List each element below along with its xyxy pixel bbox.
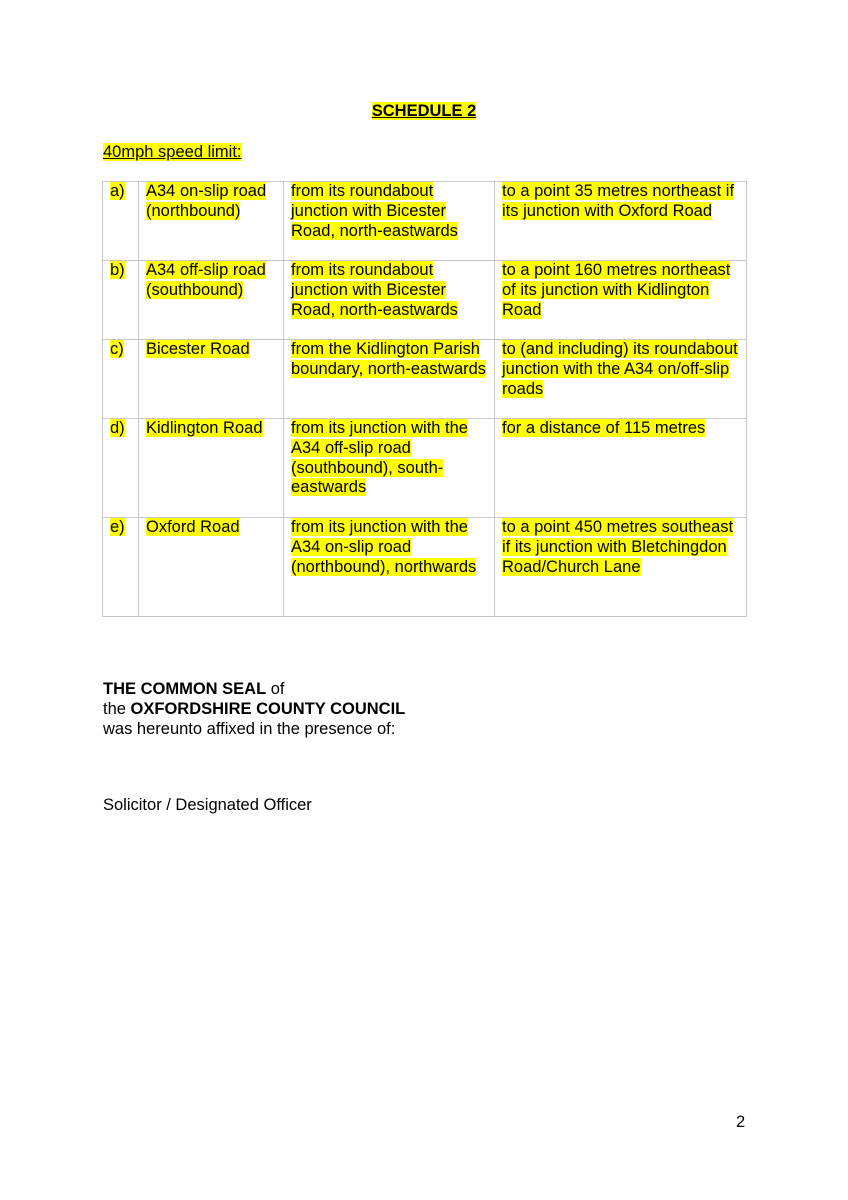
table-row (103, 182, 747, 261)
from-description: from its junction with the A34 on-slip road (northbound), northwards (284, 518, 495, 617)
road-name: Bicester Road (139, 340, 284, 419)
common-seal-text: THE COMMON SEAL (103, 680, 267, 698)
seal-line-2 (103, 699, 405, 719)
from-description: from its roundabout junction with Bicester Road, north-eastwards (284, 182, 495, 261)
seal-line-3: was hereunto affixed in the presence of: (103, 720, 396, 738)
seal-line-2-prefix: the (103, 700, 131, 718)
row-label: a) (103, 182, 139, 261)
signatory-title: Solicitor / Designated Officer (103, 796, 312, 814)
road-name: Oxford Road (139, 518, 284, 617)
to-description: to (and including) its roundabout junction with the A34 on/off-slip roads (495, 340, 747, 419)
speed-limit-heading: 40mph speed limit: (103, 143, 242, 161)
row-label: b) (103, 261, 139, 340)
schedule-table (102, 181, 747, 617)
road-name: A34 on-slip road (northbound) (139, 182, 284, 261)
from-description: from its roundabout junction with Bicester Road, north-eastwards (284, 261, 495, 340)
table-row (103, 419, 747, 518)
road-name: Kidlington Road (139, 419, 284, 518)
to-description: for a distance of 115 metres (495, 419, 747, 518)
seal-line-1 (103, 679, 285, 699)
schedule-title: SCHEDULE 2 (371, 102, 477, 120)
to-description: to a point 35 metres northeast if its junction with Oxford Road (495, 182, 747, 261)
to-description: to a point 450 metres southeast if its junction with Bletchingdon Road/Church Lane (495, 518, 747, 617)
row-label: d) (103, 419, 139, 518)
to-description: to a point 160 metres northeast of its junction with Kidlington Road (495, 261, 747, 340)
from-description: from the Kidlington Parish boundary, north-eastwards (284, 340, 495, 419)
row-label: e) (103, 518, 139, 617)
seal-line-1-rest: of (266, 680, 285, 698)
from-description: from its junction with the A34 off-slip road (southbound), south-eastwards (284, 419, 495, 518)
row-label: c) (103, 340, 139, 419)
road-name: A34 off-slip road (southbound) (139, 261, 284, 340)
table-row (103, 261, 747, 340)
council-name: OXFORDSHIRE COUNTY COUNCIL (130, 700, 406, 718)
page-number: 2 (736, 1113, 746, 1131)
table-row (103, 518, 747, 617)
table-row (103, 340, 747, 419)
